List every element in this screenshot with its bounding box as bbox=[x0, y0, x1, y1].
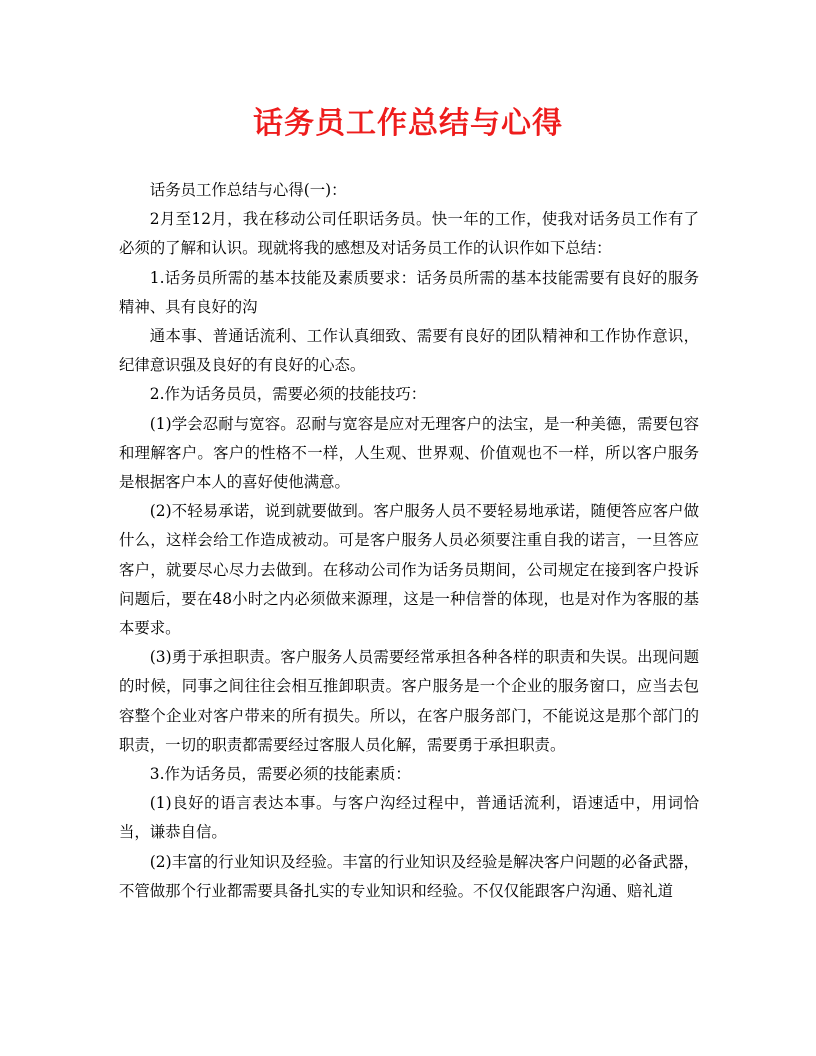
document-title: 话务员工作总结与心得 bbox=[253, 106, 563, 141]
paragraph-point-2: 2.作为话务员员，需要必须的技能技巧： bbox=[149, 385, 427, 404]
paragraph-point-2-item-1: (1)学会忍耐与宽容。忍耐与宽容是应对无理客户的法宝，是一种美德，需要包容和理解客户。客户的性格不一样，人生观、世界观、价值观也不一样，所以客户服务是根据客户本人的喜好使他满意。 bbox=[119, 414, 699, 492]
paragraph-point-3: 3.作为话务员，需要必须的技能素质： bbox=[149, 765, 411, 784]
paragraph-heading: 话务员工作总结与心得(一)： bbox=[149, 181, 347, 199]
document-body bbox=[119, 176, 699, 906]
paragraph-point-1-continued: 通本事、普通话流利、工作认真细致、需要有良好的团队精神和工作协作意识，纪律意识强及良好的有良好的心态。 bbox=[119, 327, 699, 375]
paragraph-point-1: 1.话务员所需的基本技能及素质要求：话务员所需的基本技能需要有良好的服务精神、具有良好的沟 bbox=[119, 268, 699, 316]
paragraph-intro: 2月至12月，我在移动公司任职话务员。快一年的工作，使我对话务员工作有了必须的了解和认识。现就将我的感想及对话务员工作的认识作如下总结： bbox=[119, 210, 699, 258]
paragraph-point-2-item-2: (2)不轻易承诺，说到就要做到。客户服务人员不要轻易地承诺，随便答应客户做什么，这样会给工作造成被动。可是客户服务人员必须要注重自我的诺言，一旦答应客户，就要尽心尽力去做到。在移动公司作为话务员期间，公司规定在接到客户投诉问题后，要在48小时之内必须做来源理，这是一种信誉的体现，也是对作为客服的基本要求。 bbox=[119, 502, 699, 638]
paragraph-point-2-item-3: (3)勇于承担职责。客户服务人员需要经常承担各种各样的职责和失误。出现问题的时候，同事之间往往会相互推卸职责。客户服务是一个企业的服务窗口，应当去包容整个企业对客户带来的所有损失。所以，在客户服务部门，不能说这是那个部门的职责，一切的职责都需要经过客服人员化解，需要勇于承担职责。 bbox=[119, 648, 699, 754]
paragraph-point-3-item-2: (2)丰富的行业知识及经验。丰富的行业知识及经验是解决客户问题的必备武器，不管做那个行业都需要具备扎实的专业知识和经验。不仅仅能跟客户沟通、赔礼道 bbox=[119, 852, 699, 900]
paragraph-point-3-item-1: (1)良好的语言表达本事。与客户沟经过程中，普通话流利，语速适中，用词恰当，谦恭自信。 bbox=[119, 794, 699, 842]
